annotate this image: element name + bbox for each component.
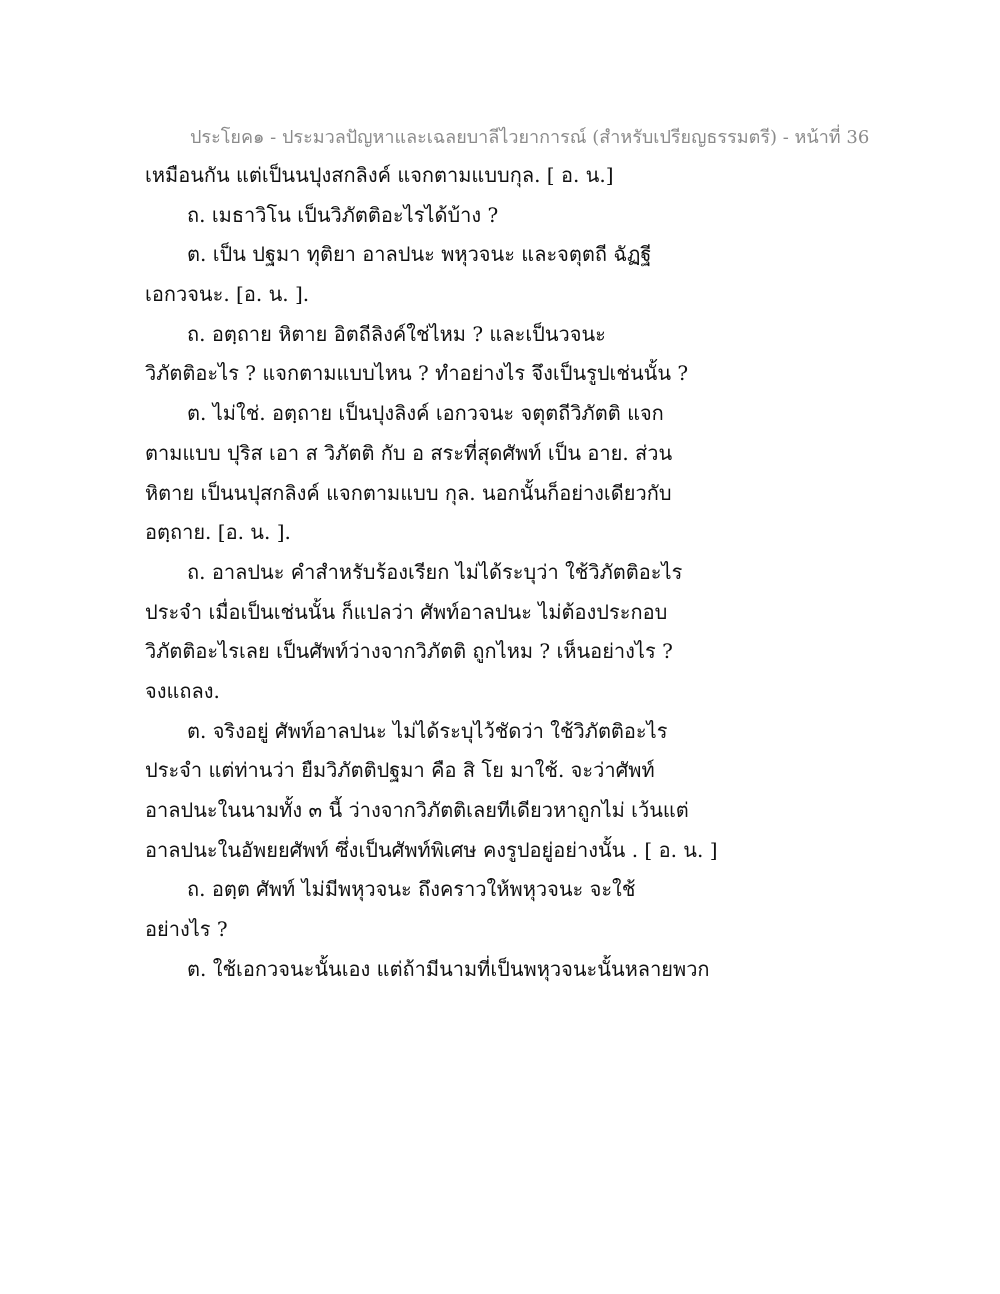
text-line-6: วิภัตติอะไร ? แจกตามแบบไหน ? ทำอย่างไร จึงเป็นรูปเช่นนั้น ?: [145, 361, 689, 386]
text-line-1: เหมือนกัน แต่เป็นนปุงสกลิงค์ แจกตามแบบกุล. [ อ. น.]: [145, 163, 614, 187]
text-line-10: อตฺถาย. [อ. น. ].: [145, 520, 291, 545]
page-header: ประโยค๑ - ประมวลปัญหาและเฉลยบาลีไวยาการณ์ (สำหรับเปรียญธรรมตรี) - หน้าที่ 36: [190, 127, 870, 148]
text-line-17: อาลปนะในนามทั้ง ๓ นี้ ว่างจากวิภัตติเลยทีเดียวหาถูกไม่ เว้นแต่: [145, 798, 689, 822]
text-line-21: ต. ใช้เอกวจนะนั้นเอง แต่ถ้ามีนามที่เป็นพหุวจนะนั้นหลายพวก: [187, 956, 710, 981]
text-line-4: เอกวจนะ. [อ. น. ].: [145, 282, 310, 307]
text-line-5: ถ. อตฺถาย หิตาย อิตถีลิงค์ใช่ไหม ? และเป็นวจนะ: [187, 321, 606, 346]
text-line-9: หิตาย เป็นนปุสกลิงค์ แจกตามแบบ กุล. นอกนั้นก็อย่างเดียวกับ: [145, 480, 672, 505]
text-line-11: ถ. อาลปนะ คำสำหรับร้องเรียก ไม่ได้ระบุว่า ใช้วิภัตติอะไร: [187, 559, 683, 584]
text-line-14: จงแถลง.: [145, 678, 220, 703]
document-body: [145, 158, 718, 991]
text-line-3: ต. เป็น ปฐมา ทุติยา อาลปนะ พหุวจนะ และจตุตถี ฉัฏฐี: [187, 242, 652, 267]
text-line-16: ประจำ แต่ท่านว่า ยืมวิภัตติปฐมา คือ สิ โย มาใช้. จะว่าศัพท์: [145, 758, 655, 783]
text-line-20: อย่างไร ?: [145, 917, 228, 942]
text-line-19: ถ. อตฺต ศัพท์ ไม่มีพหุวจนะ ถึงคราวให้พหุวจนะ จะใช้: [187, 877, 636, 902]
text-line-8: ตามแบบ ปุริส เอา ส วิภัตติ กับ อ สระที่สุดศัพท์ เป็น อาย. ส่วน: [145, 440, 673, 465]
text-line-13: วิภัตติอะไรเลย เป็นศัพท์ว่างจากวิภัตติ ถูกไหม ? เห็นอย่างไร ?: [145, 639, 673, 664]
text-line-15: ต. จริงอยู่ ศัพท์อาลปนะ ไม่ได้ระบุไว้ชัดว่า ใช้วิภัตติอะไร: [187, 718, 668, 743]
text-line-12: ประจำ เมื่อเป็นเช่นนั้น ก็แปลว่า ศัพท์อาลปนะ ไม่ต้องประกอบ: [145, 599, 668, 624]
text-line-2: ถ. เมธาวิโน เป็นวิภัตติอะไรได้บ้าง ?: [187, 202, 499, 227]
text-line-7: ต. ไม่ใช่. อตฺถาย เป็นปุงลิงค์ เอกวจนะ จตุตถีวิภัตติ แจก: [187, 401, 664, 426]
text-line-18: อาลปนะในอัพยยศัพท์ ซึ่งเป็นศัพท์พิเศษ คงรูปอยู่อย่างนั้น . [ อ. น. ]: [145, 837, 718, 862]
